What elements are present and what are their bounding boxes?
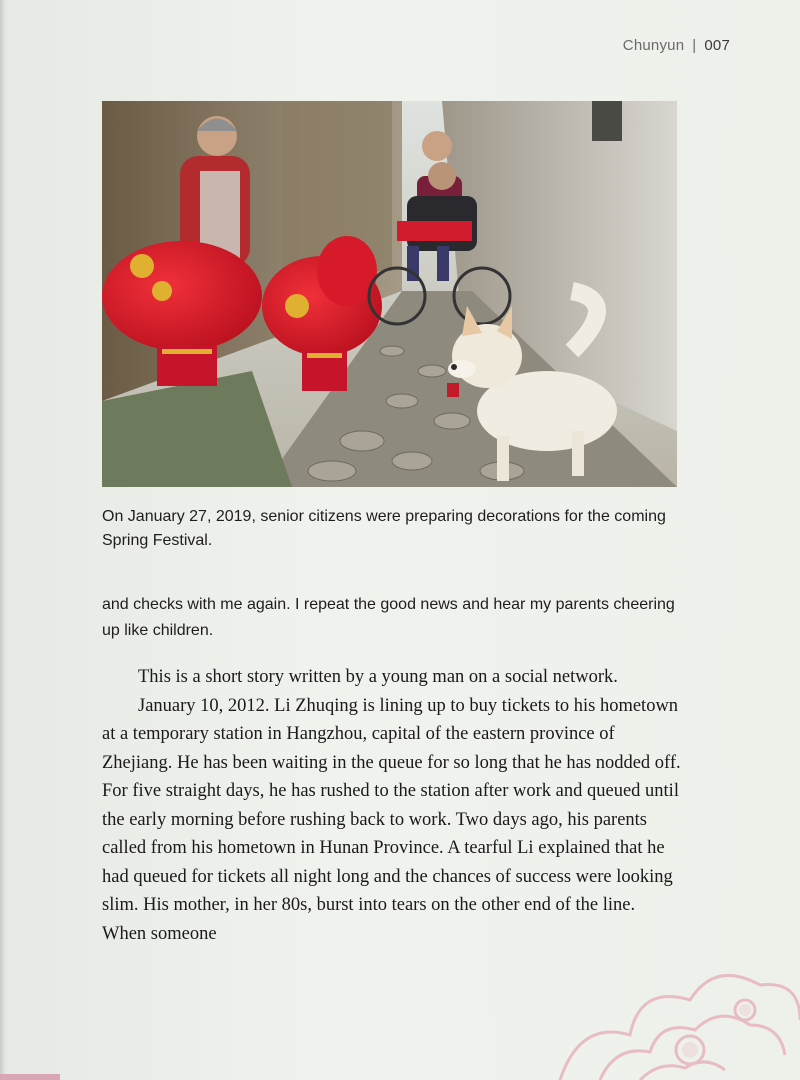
cloud-ornament-icon bbox=[540, 940, 800, 1080]
photo-illustration bbox=[102, 101, 677, 487]
photo-caption: On January 27, 2019, senior citizens were preparing decorations for the coming Spring Festival. bbox=[102, 508, 666, 549]
page-edge-strip bbox=[0, 1074, 60, 1080]
running-header bbox=[623, 37, 730, 54]
photo-image bbox=[102, 101, 677, 487]
header-separator: | bbox=[692, 37, 697, 54]
page-number: 007 bbox=[704, 37, 730, 54]
continued-paragraph: and checks with me again. I repeat the good news and hear my parents cheering up like children. bbox=[102, 596, 675, 639]
story-body bbox=[102, 663, 682, 948]
book-title: Chunyun bbox=[622, 37, 685, 54]
page-gutter-shadow bbox=[0, 0, 6, 1080]
story-paragraph: January 10, 2012. Li Zhuqing is lining up to buy tickets to his hometown at a temporary station in Hangzhou, capital of the eastern province of Zhejiang. He has been waiting in the queue for so long that he has nodded off. For five straight days, he has rushed to the station after work and queued until the early morning before rushing back to work. Two days ago, his parents called from his hometown in Hunan Province. A tearful Li explained that he had queued for tickets all night long and the chances of success were looking slim. His mother, in her 80s, burst into tears on the other end of the line. When someone bbox=[102, 695, 681, 944]
story-paragraph: This is a short story written by a young man on a social network. bbox=[138, 667, 618, 687]
